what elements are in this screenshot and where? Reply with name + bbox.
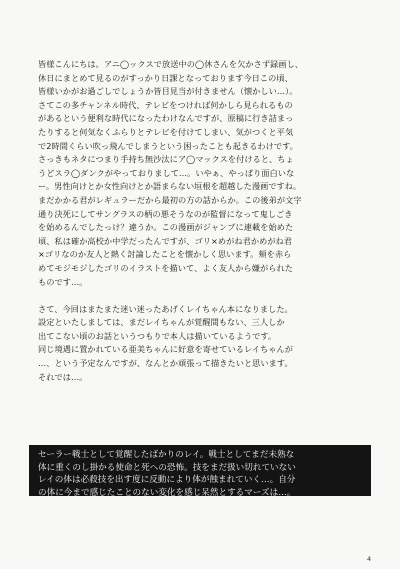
text-line: うどスラ◯ダンクがやっておりまして…。いやぁ、やっぱり面白いな [38, 167, 295, 178]
text-line: ×ゴリなのか友人と熱く討論したことを懐かしく思います。頬を赤ら [38, 249, 292, 260]
text-line: ー。男性向けとか女性向けとか語まらない垣根を超越した漫画ですね。 [38, 181, 302, 192]
intro-paragraph [38, 58, 370, 289]
text-line: で2時間くらい吹っ飛んでしまうという困ったことも起きるわけです。 [38, 140, 298, 151]
text-line: 頃、私は確か高校か中学だったんですが、ゴリ×めがね君かめがね君 [38, 235, 293, 246]
text-line: めてモジモジしたゴリのイラストを描いて、よく友人から嫌がられた [38, 262, 293, 273]
text-line: まだかかる君がレギュラーだから最初の方の話からか。この後弟が文字 [38, 194, 302, 205]
text-line: さてこの多チャンネル時代、テレビをつければ何かしら見られるもの [38, 99, 293, 110]
text-line: を始めるんでしたっけ？違うか。この漫画がジャンプに連載を始めた [38, 222, 294, 233]
text-line: さっきもネタにつまり手持ち無沙汰にア◯マックスを付けると、ちょ [38, 154, 294, 165]
text-line: それでは…。 [38, 371, 88, 382]
story-caption-box [29, 445, 371, 496]
text-line: 同じ境遇に置かれている亜美ちゃんに好意を寄せているレイちゃんが [38, 344, 293, 355]
second-paragraph [38, 303, 370, 385]
text-line: 皆様いかがお過ごしでしょうか皆目見当が付きません（懐かしい…）。 [38, 86, 298, 97]
text-line: さて、今回はまたまた迷い迷ったあげくレイちゃん本になりました。 [38, 303, 293, 314]
caption-line: の体に今まで感じたことのない変化を感じ呆然とするマーズは…。 [38, 487, 296, 498]
text-line: 設定といたしましては、まだレイちゃんが覚醒間もない、三人しか [38, 317, 285, 328]
text-line: 休日にまとめて見るのがすっかり日課となっております今日この頃、 [38, 72, 293, 83]
caption-line: レイの体は必殺技を出す度に反動により体が蝕まれていく…。自分 [38, 475, 296, 486]
caption-line: 体に重くのし掛かる使命と死への恐怖。技をまだ扱い切れていない [38, 462, 296, 473]
text-line: 通り決死にしてサングラスの柄の悪そうなのが監督になって鬼しごき [38, 208, 293, 219]
text-line: たりすると何気なくふらりとテレビを付けてしまい、気がつくと平気 [38, 126, 294, 137]
text-line: 皆様こんにちは。アニ◯ックスで放送中の◯休さんを欠かさず録画し、 [38, 59, 304, 69]
page-number: 4 [367, 555, 372, 563]
caption-line: セーラー戦士として覚醒したばかりのレイ。戦士としてまだ未熟な [38, 450, 295, 460]
text-line: 出てこない頃のお話というつもりで本人は描いているようです。 [38, 330, 277, 341]
text-line: …、という予定なんですが、なんとか頑張って描きたいと思います。 [38, 358, 293, 369]
text-line: があるという便利な時代になったわけなんですが、原稿に行き詰まっ [38, 113, 294, 124]
body-text [38, 58, 370, 398]
text-line: ものです…。 [38, 276, 88, 287]
